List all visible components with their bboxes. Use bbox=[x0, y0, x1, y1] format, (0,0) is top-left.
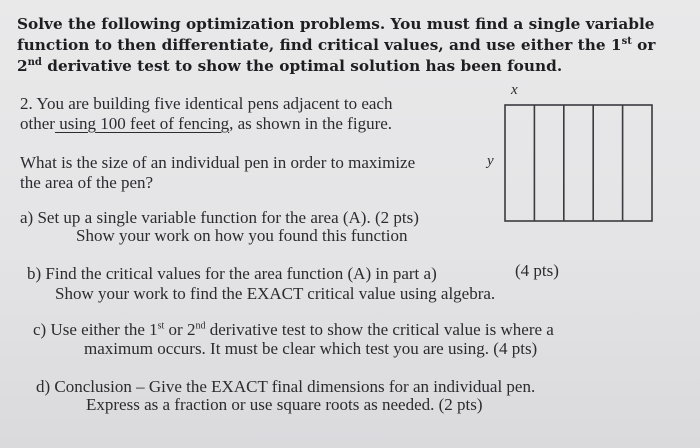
instructions-line-2-end: or bbox=[631, 36, 656, 54]
problem-line-1: 2. You are building five identical pens adjacent to each bbox=[20, 94, 393, 113]
problem-line-2 bbox=[20, 114, 392, 134]
part-c-line-2: maximum occurs. It must be clear which test you are using. (4 pts) bbox=[84, 339, 538, 358]
part-a-line-1: a) Set up a single variable function for the area (A). (2 pts) bbox=[20, 208, 419, 227]
problem-underlined-text: using 100 feet of fencing bbox=[54, 114, 230, 133]
instructions-line-3-text: derivative test to show the optimal solution has been found. bbox=[41, 57, 563, 75]
question-line-1: What is the size of an individual pen in order to maximize bbox=[20, 153, 416, 172]
pens-outline bbox=[505, 105, 652, 221]
part-c-text: derivative test to show the critical value is where a bbox=[205, 320, 554, 339]
instructions-line-3-start: 2 bbox=[17, 57, 28, 75]
problem-line-2-end: , as shown in the figure. bbox=[229, 114, 393, 133]
part-c-line-1 bbox=[33, 320, 554, 340]
superscript: st bbox=[621, 35, 632, 47]
pens-figure bbox=[504, 104, 653, 222]
instructions-line-2-text: function to then differentiate, find critical values, and use either the 1 bbox=[17, 36, 622, 54]
superscript: st bbox=[157, 320, 165, 332]
instructions-line-2 bbox=[17, 35, 677, 56]
part-b-line-2: Show your work to find the EXACT critical value using algebra. bbox=[55, 284, 496, 303]
part-b-line-1: b) Find the critical values for the area function (A) in part a) bbox=[27, 264, 437, 283]
part-a-line-2: Show your work on how you found this function bbox=[76, 226, 408, 245]
instructions-line-3 bbox=[17, 56, 677, 77]
question-line-2: the area of the pen? bbox=[20, 173, 154, 192]
part-d-line-2: Express as a fraction or use square roots as needed. (2 pts) bbox=[86, 395, 483, 414]
part-c-text: c) Use either the 1 bbox=[33, 320, 158, 339]
figure-x-label: x bbox=[511, 82, 518, 98]
part-b-points: (4 pts) bbox=[515, 261, 559, 280]
problem-line-2-start: other bbox=[20, 114, 55, 133]
instructions-header bbox=[17, 14, 677, 77]
part-c-text: or 2 bbox=[164, 320, 196, 339]
part-d-line-1: d) Conclusion – Give the EXACT final dimensions for an individual pen. bbox=[36, 377, 536, 396]
superscript: nd bbox=[27, 56, 42, 68]
superscript: nd bbox=[195, 320, 206, 332]
figure-y-label: y bbox=[487, 153, 494, 169]
instructions-line-1: Solve the following optimization problems. You must find a single variable bbox=[17, 15, 655, 33]
